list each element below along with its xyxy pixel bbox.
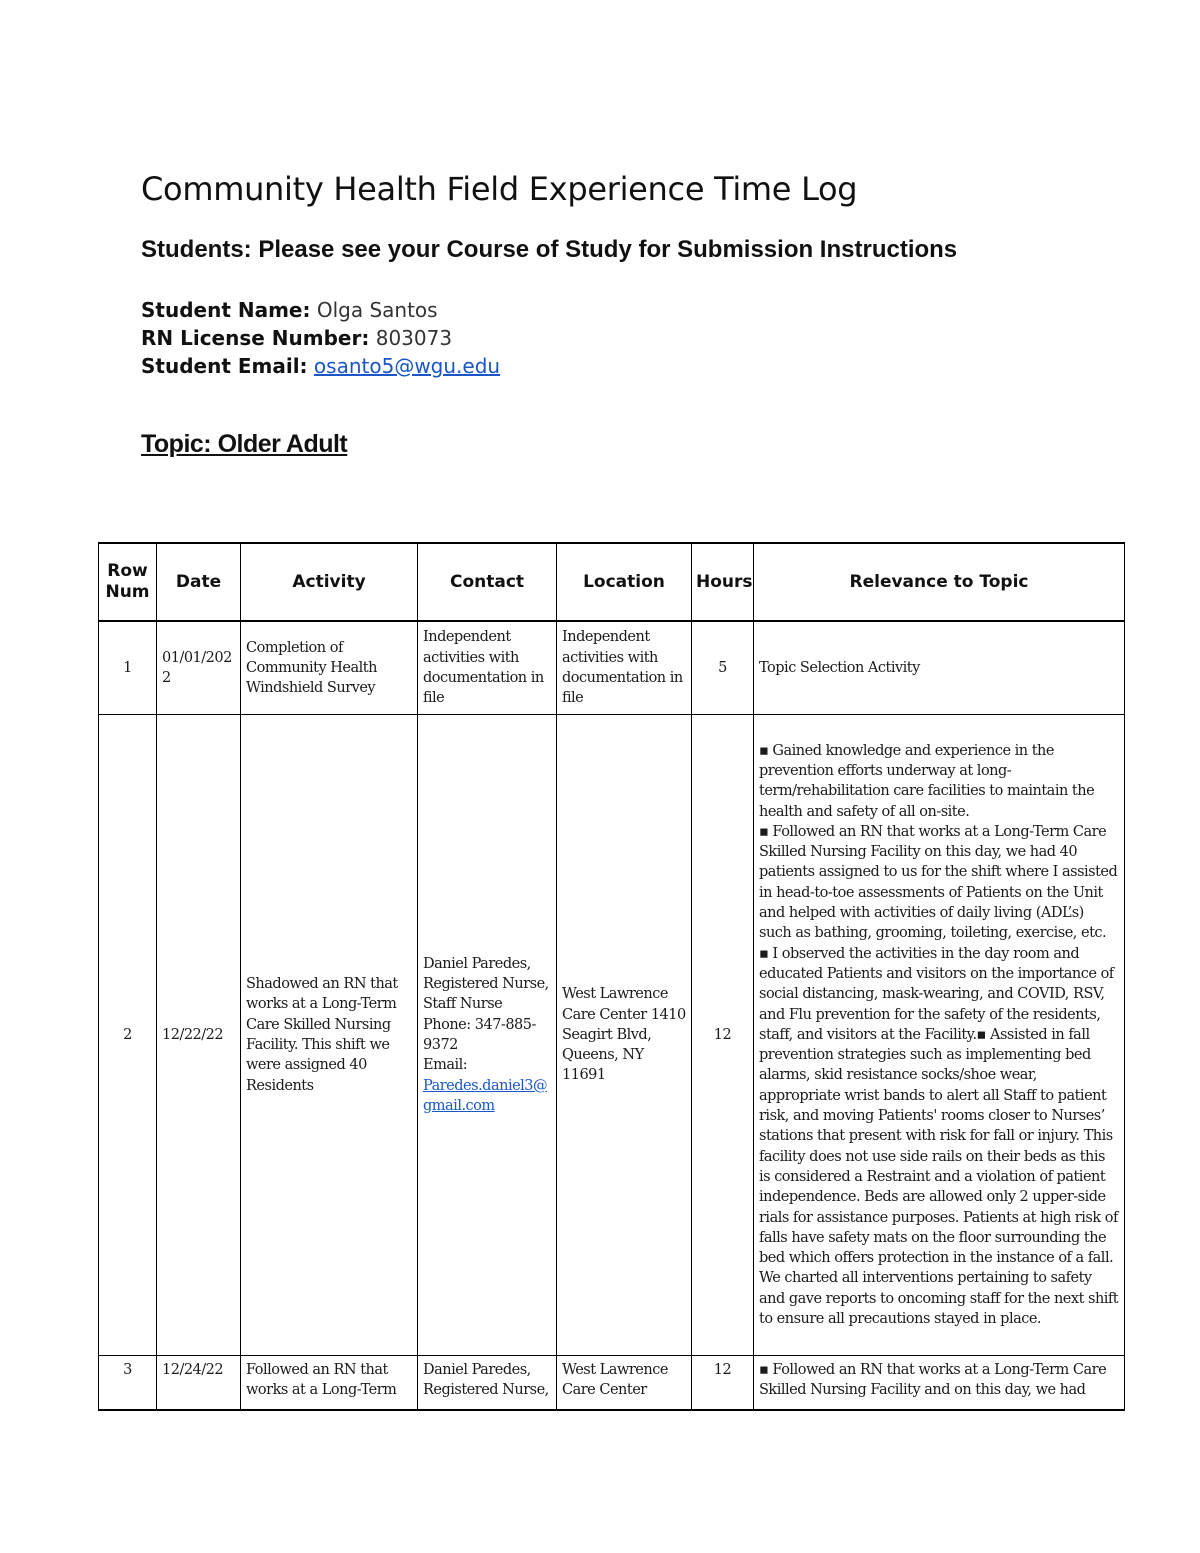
contact-email-link[interactable]: Paredes.daniel3@gmail.com <box>423 1077 548 1114</box>
row-activity: Shadowed an RN that works at a Long-Term Care Skilled Nursing Facility. This shift we were assigned 40 Residents <box>241 715 418 1356</box>
relevance-bullet: ▪ I observed the activities in the day room and educated Patients and visitors on the importance of social distancing, mask-wearing, and COVID, RSV, and Flu prevention for the safety of the residents, staff, and visitors at the Facility.▪ Assisted in fall prevention strategies such as implementing bed alarms, skid resistance socks/shoe wear, appropriate wrist bands to alert all Staff to patient risk, and moving Patients' rooms closer to Nurses’ stations that present with risk for fall or injury. This facility does not use side rails on their beds as this is considered a Restraint and a violation of patient independence. Beds are allowed only 2 upper-side rials for assistance purposes. Patients at high risk of falls have safety mats on the floor surrounding the bed which offers protection in the instance of a fall. We charted all interventions pertaining to safety and gave reports to oncoming staff for the next shift to ensure all precautions stayed in place. <box>759 945 1119 1327</box>
student-name: Olga Santos <box>316 298 438 322</box>
row-relevance: Topic Selection Activity <box>754 621 1125 715</box>
license-row <box>141 324 500 352</box>
row-hours: 12 <box>692 1356 754 1411</box>
row-activity: Completion of Community Health Windshield Survey <box>241 621 418 715</box>
contact-phone: Phone: 347-885-9372 <box>423 1016 536 1053</box>
row-contact: Daniel Paredes, Registered Nurse, <box>418 1356 557 1411</box>
row-activity: Followed an RN that works at a Long-Term <box>241 1356 418 1411</box>
license-number: 803073 <box>375 326 453 350</box>
relevance-bullet: ▪ Gained knowledge and experience in the prevention efforts underway at long-term/rehabilitation care facilities to maintain the health and safety of all on-site. <box>759 742 1095 820</box>
row-contact <box>418 715 557 1356</box>
student-email-link[interactable]: osanto5@wgu.edu <box>313 354 501 378</box>
table-row <box>99 715 1125 1356</box>
header-activity: Activity <box>241 543 418 621</box>
header-contact: Contact <box>418 543 557 621</box>
row-num: 2 <box>99 715 157 1356</box>
row-location: West Lawrence Care Center <box>557 1356 692 1411</box>
student-name-label: Student Name: <box>141 298 311 322</box>
row-location: Independent activities with documentation in file <box>557 621 692 715</box>
header-location: Location <box>557 543 692 621</box>
student-info <box>141 296 500 380</box>
time-log-table <box>98 542 1125 1411</box>
contact-email-line <box>423 1055 551 1116</box>
row-hours: 5 <box>692 621 754 715</box>
row-date: 01/01/2022 <box>157 621 241 715</box>
row-date: 12/22/22 <box>157 715 241 1356</box>
table-header-row <box>99 543 1125 621</box>
table-row <box>99 1356 1125 1411</box>
row-num: 3 <box>99 1356 157 1411</box>
header-hours: Hours <box>692 543 754 621</box>
row-relevance <box>754 715 1125 1356</box>
row-date: 12/24/22 <box>157 1356 241 1411</box>
row-hours: 12 <box>692 715 754 1356</box>
submission-instructions: Students: Please see your Course of Study for Submission Instructions <box>141 236 958 263</box>
header-date: Date <box>157 543 241 621</box>
row-num: 1 <box>99 621 157 715</box>
topic-heading: Topic: Older Adult <box>141 430 348 458</box>
contact-email-label: Email: <box>423 1057 468 1074</box>
contact-name: Daniel Paredes, Registered Nurse, Staff Nurse <box>423 955 549 1013</box>
header-relevance: Relevance to Topic <box>754 543 1125 621</box>
table-row <box>99 621 1125 715</box>
row-location: West Lawrence Care Center 1410 Seagirt Blvd, Queens, NY 11691 <box>557 715 692 1356</box>
row-relevance: ▪ Followed an RN that works at a Long-Term Care Skilled Nursing Facility and on this day, we had <box>754 1356 1125 1411</box>
relevance-bullet: ▪ Followed an RN that works at a Long-Term Care Skilled Nursing Facility on this day, we had 40 patients assigned to us for the shift where I assisted in head-to-toe assessments of Patients on the Unit and helped with activities of daily living (ADL’s) such as bathing, grooming, toileting, exercise, etc. <box>759 823 1118 942</box>
email-label: Student Email: <box>141 354 308 378</box>
license-label: RN License Number: <box>141 326 370 350</box>
row-contact: Independent activities with documentation in file <box>418 621 557 715</box>
email-row <box>141 352 500 380</box>
student-name-row <box>141 296 500 324</box>
page-title: Community Health Field Experience Time Log <box>141 170 858 208</box>
header-row-num: Row Num <box>99 543 157 621</box>
